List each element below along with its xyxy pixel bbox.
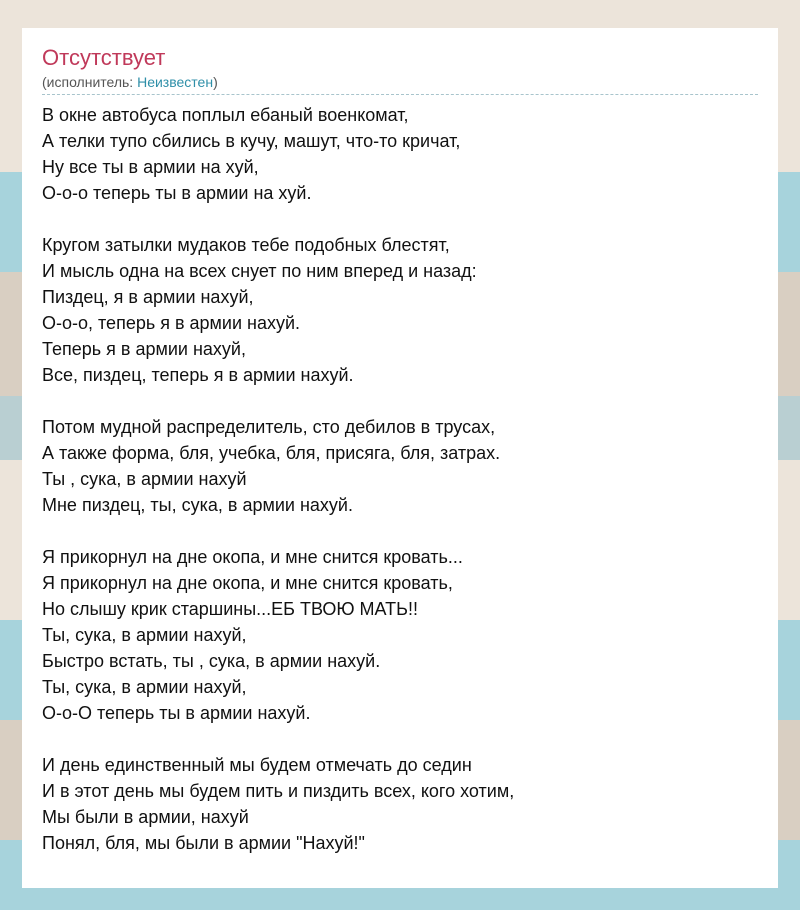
stanza-gap bbox=[42, 388, 762, 414]
artist-prefix: (исполнитель: bbox=[42, 74, 138, 90]
lyric-line: Ну все ты в армии на хуй, bbox=[42, 157, 259, 177]
lyric-line: Кругом затылки мудаков тебе подобных блестят, bbox=[42, 235, 450, 255]
stanza-gap bbox=[42, 518, 762, 544]
artist-line bbox=[42, 72, 218, 92]
lyric-line: И день единственный мы будем отмечать до седин bbox=[42, 755, 472, 775]
stanza-gap bbox=[42, 206, 762, 232]
lyric-line: А телки тупо сбились в кучу, машут, что-то кричат, bbox=[42, 131, 461, 151]
lyric-line: Быстро встать, ты , сука, в армии нахуй. bbox=[42, 651, 381, 671]
lyric-line: О-о-О теперь ты в армии нахуй. bbox=[42, 703, 311, 723]
song-header bbox=[42, 42, 758, 95]
lyric-line: Ты, сука, в армии нахуй, bbox=[42, 677, 247, 697]
lyric-line: Я прикорнул на дне окопа, и мне снится кровать, bbox=[42, 573, 453, 593]
lyric-line: Понял, бля, мы были в армии "Нахуй!" bbox=[42, 833, 365, 853]
lyric-line: Я прикорнул на дне окопа, и мне снится кровать... bbox=[42, 547, 463, 567]
stanza-gap bbox=[42, 726, 762, 752]
lyric-line: А также форма, бля, учебка, бля, присяга, бля, затрах. bbox=[42, 443, 501, 463]
lyric-line: Мы были в армии, нахуй bbox=[42, 807, 249, 827]
lyrics-card bbox=[22, 28, 778, 888]
lyric-line: В окне автобуса поплыл ебаный военкомат, bbox=[42, 105, 409, 125]
lyric-line: Ты , сука, в армии нахуй bbox=[42, 469, 247, 489]
lyric-line: И мысль одна на всех снует по ним вперед и назад: bbox=[42, 261, 477, 281]
lyric-line: Но слышу крик старшины...ЕБ ТВОЮ МАТЬ!! bbox=[42, 599, 418, 619]
artist-suffix: ) bbox=[213, 74, 218, 90]
lyric-line: О-о-о, теперь я в армии нахуй. bbox=[42, 313, 301, 333]
lyrics-text bbox=[42, 102, 762, 856]
artist-link[interactable]: Неизвестен bbox=[137, 74, 214, 90]
lyric-line: О-о-о теперь ты в армии на хуй. bbox=[42, 183, 312, 203]
lyric-line: И в этот день мы будем пить и пиздить всех, кого хотим, bbox=[42, 781, 515, 801]
lyric-line: Потом мудной распределитель, сто дебилов в трусах, bbox=[42, 417, 496, 437]
lyric-line: Ты, сука, в армии нахуй, bbox=[42, 625, 247, 645]
lyric-line: Мне пиздец, ты, сука, в армии нахуй. bbox=[42, 495, 353, 515]
lyric-line: Пиздец, я в армии нахуй, bbox=[42, 287, 254, 307]
lyric-line: Теперь я в армии нахуй, bbox=[42, 339, 246, 359]
lyric-line: Все, пиздец, теперь я в армии нахуй. bbox=[42, 365, 354, 385]
song-title: Отсутствует bbox=[42, 45, 166, 70]
